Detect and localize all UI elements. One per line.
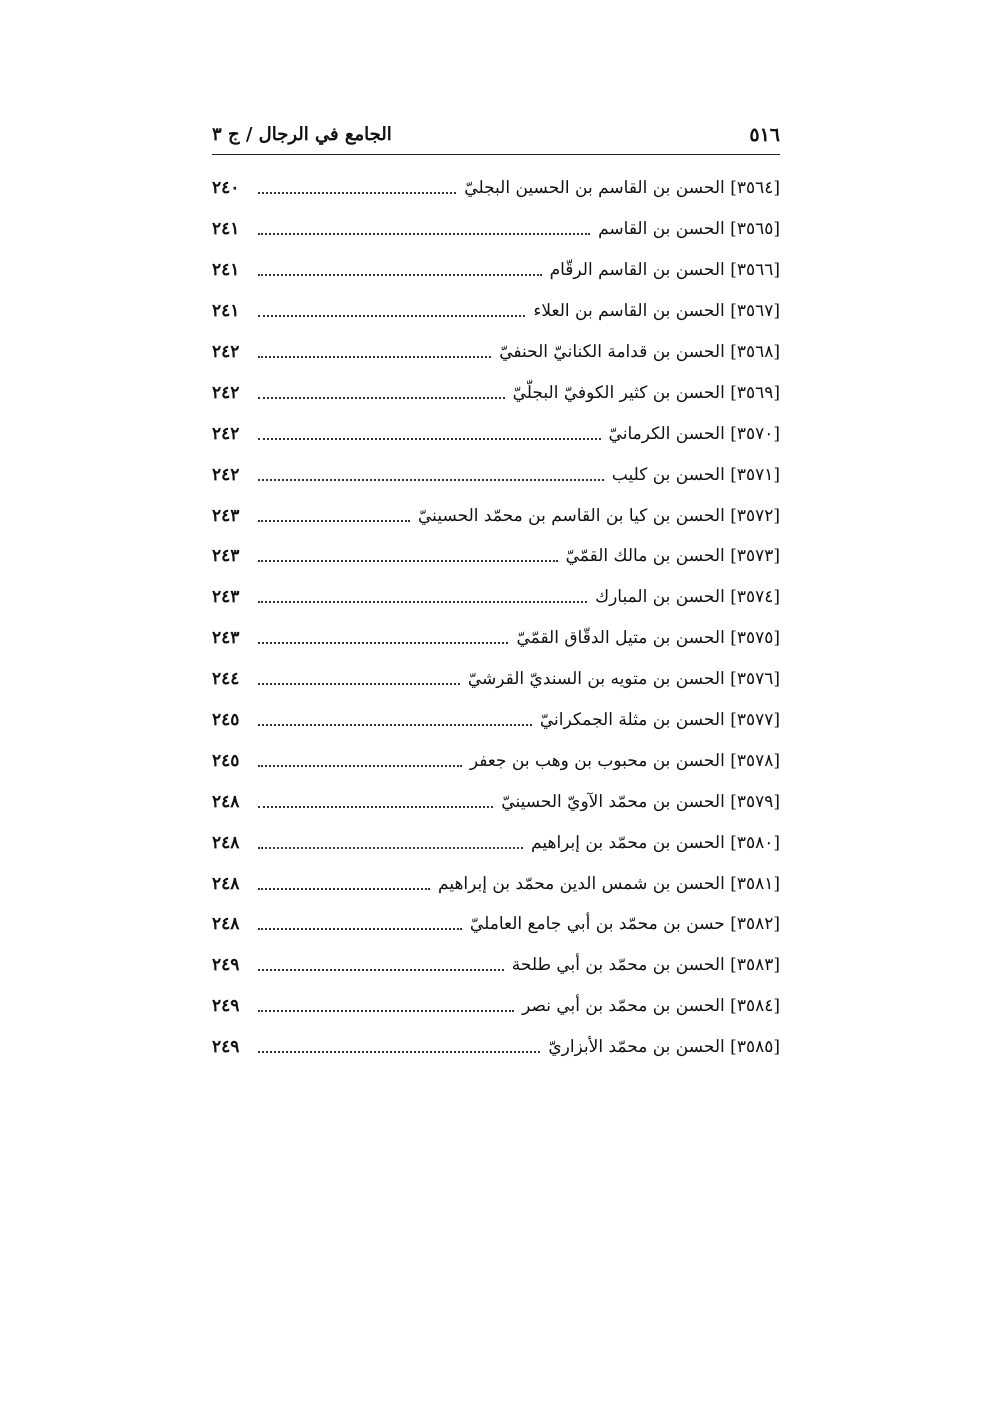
dot-leader	[258, 397, 505, 399]
dot-leader	[258, 642, 508, 644]
toc-entry	[212, 168, 780, 209]
header-title: الجامع في الرجال / ج ٣	[212, 124, 392, 145]
entry-title: [٣٥٧٠] الحسن الكرمانيّ	[608, 423, 780, 444]
dot-leader	[258, 765, 462, 767]
entry-page-number: ٢٤٢	[212, 464, 240, 485]
entry-title: [٣٥٨٣] الحسن بن محمّد بن أبي طلحة	[511, 955, 780, 976]
entry-page-number: ٢٤٢	[212, 342, 240, 362]
toc-entry	[212, 863, 780, 904]
entry-page-number: ٢٤٢	[212, 382, 240, 403]
dot-leader	[258, 1051, 540, 1053]
toc-entry	[212, 209, 780, 250]
entry-page-number: ٢٤٢	[212, 423, 240, 444]
dot-leader	[258, 356, 491, 358]
entry-page-number: ٢٤٣	[212, 628, 240, 649]
toc-list	[212, 168, 780, 1068]
toc-entry	[212, 740, 780, 781]
dot-leader	[258, 888, 430, 890]
entry-title: [٣٥٧٦] الحسن بن متويه بن السنديّ القرشيّ	[467, 669, 780, 690]
header-page-number: ٥١٦	[749, 124, 780, 146]
dot-leader	[258, 479, 604, 481]
entry-page-number: ٢٤٩	[212, 996, 240, 1017]
entry-title: [٣٥٧٩] الحسن بن محمّد الآويّ الحسينيّ	[501, 791, 780, 812]
entry-title: [٣٥٨٥] الحسن بن محمّد الأبزاريّ	[548, 1037, 780, 1058]
entry-title: [٣٥٦٦] الحسن بن القاسم الرقّام	[549, 260, 780, 281]
toc-entry	[212, 945, 780, 986]
entry-page-number: ٢٤٣	[212, 587, 240, 608]
entry-title: [٣٥٦٥] الحسن بن القاسم	[598, 219, 780, 240]
entry-page-number: ٢٤٥	[212, 750, 240, 771]
dot-leader	[258, 683, 460, 685]
entry-page-number: ٢٤٤	[212, 669, 240, 690]
dot-leader	[258, 192, 456, 194]
toc-entry	[212, 822, 780, 863]
entry-title: [٣٥٧١] الحسن بن كليب	[611, 464, 780, 485]
entry-title: [٣٥٧٣] الحسن بن مالك القمّيّ	[565, 546, 780, 567]
dot-leader	[258, 560, 558, 562]
entry-page-number: ٢٤٩	[212, 1037, 240, 1058]
dot-leader	[258, 233, 590, 235]
toc-entry	[212, 332, 780, 373]
entry-page-number: ٢٤٣	[212, 546, 240, 567]
entry-title: [٣٥٦٧] الحسن بن القاسم بن العلاء	[533, 301, 780, 322]
entry-page-number: ٢٤١	[212, 301, 240, 322]
entry-title: [٣٥٦٨] الحسن بن قدامة الكنانيّ الحنفيّ	[499, 342, 780, 362]
toc-entry	[212, 1027, 780, 1068]
toc-entry	[212, 577, 780, 618]
dot-leader	[258, 520, 410, 522]
toc-entry	[212, 986, 780, 1027]
entry-title: [٣٥٦٩] الحسن بن كثير الكوفيّ البجلّيّ	[512, 382, 780, 403]
toc-entry	[212, 700, 780, 741]
dot-leader	[258, 315, 525, 317]
entry-title: [٣٥٧٢] الحسن بن كيا بن القاسم بن محمّد الحسينيّ	[418, 505, 780, 526]
entry-title: [٣٥٨٠] الحسن بن محمّد بن إبراهيم	[531, 832, 780, 853]
entry-title: [٣٥٧٥] الحسن بن متيل الدقّاق القمّيّ	[516, 628, 780, 649]
dot-leader	[258, 724, 532, 726]
dot-leader	[258, 1010, 514, 1012]
entry-page-number: ٢٤٨	[212, 832, 240, 853]
toc-entry	[212, 413, 780, 454]
dot-leader	[258, 274, 542, 276]
dot-leader	[258, 847, 523, 849]
entry-title: [٣٥٧٨] الحسن بن محبوب بن وهب بن جعفر	[469, 750, 780, 771]
page-header	[212, 118, 780, 155]
toc-entry	[212, 781, 780, 822]
toc-entry	[212, 495, 780, 536]
toc-entry	[212, 291, 780, 332]
entry-page-number: ٢٤٥	[212, 710, 240, 731]
entry-title: [٣٥٨٢] حسن بن محمّد بن أبي جامع العامليّ	[469, 914, 780, 935]
entry-page-number: ٢٤٩	[212, 955, 240, 976]
entry-title: [٣٥٦٤] الحسن بن القاسم بن الحسين البجليّ	[464, 178, 780, 199]
toc-entry	[212, 618, 780, 659]
toc-entry	[212, 372, 780, 413]
entry-page-number: ٢٤٨	[212, 873, 240, 894]
entry-title: [٣٥٧٤] الحسن بن المبارك	[595, 587, 780, 608]
entry-title: [٣٥٨٤] الحسن بن محمّد بن أبي نصر	[522, 996, 780, 1017]
entry-page-number: ٢٤٣	[212, 505, 240, 526]
toc-entry	[212, 659, 780, 700]
dot-leader	[258, 806, 493, 808]
entry-title: [٣٥٨١] الحسن بن شمس الدين محمّد بن إبراهيم	[438, 873, 780, 894]
entry-page-number: ٢٤٨	[212, 791, 240, 812]
toc-entry	[212, 454, 780, 495]
toc-entry	[212, 250, 780, 291]
toc-entry	[212, 536, 780, 577]
entry-title: [٣٥٧٧] الحسن بن مثلة الجمكرانيّ	[539, 710, 780, 731]
entry-page-number: ٢٤٨	[212, 914, 240, 935]
dot-leader	[258, 601, 587, 603]
toc-entry	[212, 904, 780, 945]
entry-page-number: ٢٤١	[212, 260, 240, 281]
dot-leader	[258, 969, 504, 971]
entry-page-number: ٢٤٠	[212, 178, 240, 199]
entry-page-number: ٢٤١	[212, 219, 240, 240]
dot-leader	[258, 928, 462, 930]
dot-leader	[258, 438, 601, 440]
